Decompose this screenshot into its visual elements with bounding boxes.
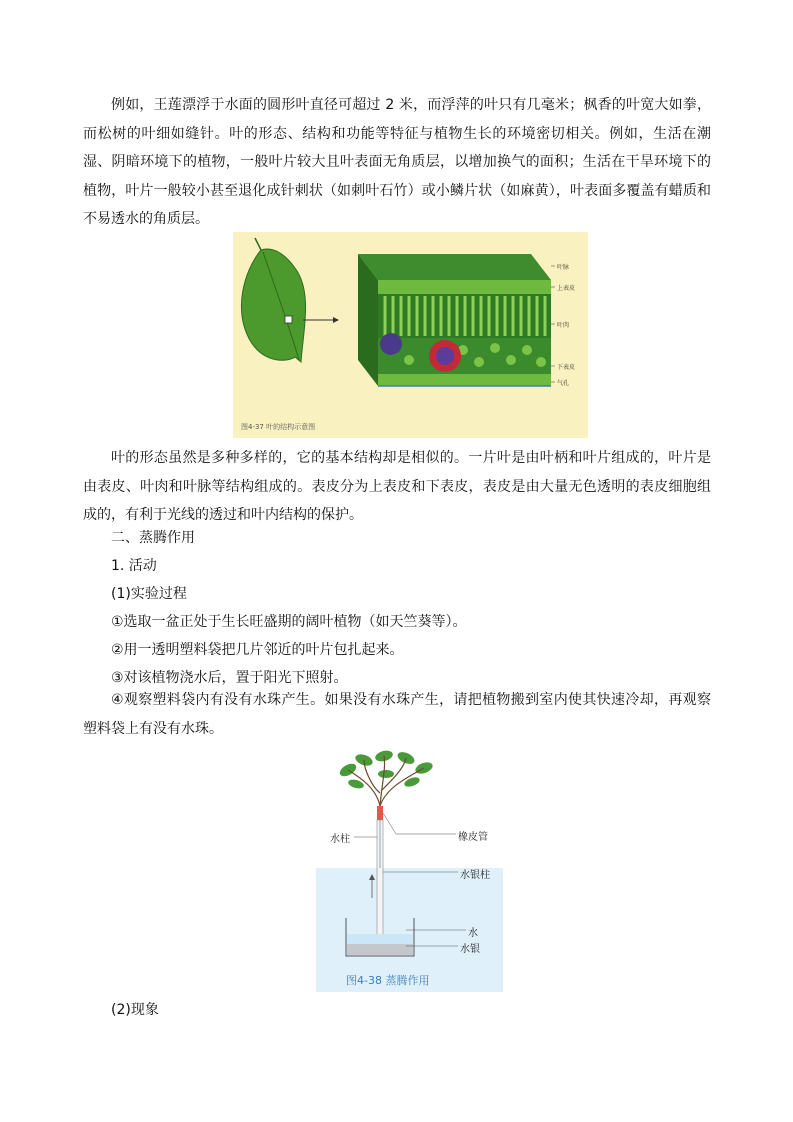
label-water: 水 [468, 928, 478, 939]
step-4: ④观察塑料袋内有没有水珠产生。如果没有水珠产生，请把植物搬到室内使其快速冷却，再观察塑料袋上有没有水珠。 [83, 692, 711, 737]
label-water-column: 水柱 [330, 834, 350, 845]
step-3: ③对该植物浇水后，置于阳光下照射。 [111, 670, 348, 686]
leaf-structure-illustration [233, 232, 588, 438]
process-heading: (1)实验过程 [111, 586, 187, 602]
label-mercury: 水银 [460, 944, 480, 955]
label-stoma: 气孔 [557, 380, 570, 387]
step-1: ①选取一盆正处于生长旺盛期的阔叶植物（如天竺葵等）。 [111, 614, 467, 630]
section-heading: 二、蒸腾作用 [111, 530, 195, 546]
label-lower-epidermis: 下表皮 [557, 364, 576, 371]
step-2: ②用一透明塑料袋把几片邻近的叶片包扎起来。 [111, 642, 404, 658]
activity-heading: 1. 活动 [111, 558, 157, 574]
figure-caption: 图4-37 叶的结构示意图 [241, 423, 316, 431]
leaf-sample-marker [285, 316, 292, 323]
paragraph-leaf-diversity: 例如，王莲漂浮于水面的圆形叶直径可超过 2 米，而浮萍的叶只有几毫米；枫香的叶宽大如拳，而松树的叶细如缝针。叶的形态、结构和功能等特征与植物生长的环境密切相关。例如，生活在潮湿、阴暗环境下的植物，一般叶片较大且叶表面无角质层，以增加换气的面积；生活在干旱环境下的植物，叶片一般较小甚至退化成针刺状（如刺叶石竹）或小鳞片状（如麻黄），叶表面多覆盖有蜡质和不易透水的角质层。 [83, 97, 711, 227]
block-top [358, 254, 551, 280]
label-upper-epidermis: 上表皮 [557, 285, 576, 292]
figure-caption: 图4-38 蒸腾作用 [346, 974, 430, 987]
figure-transpiration [316, 748, 503, 992]
label-rubber-tube: 橡皮管 [458, 832, 488, 843]
label-mesophyll: 叶肉 [557, 322, 570, 329]
label-mercury-column: 水银柱 [460, 870, 490, 881]
label-vein: 叶脉 [557, 264, 570, 271]
spongy-layer [378, 338, 551, 374]
paragraph-leaf-structure: 叶的形态虽然是多种多样的，它的基本结构却是相似的。一片叶是由叶柄和叶片组成的，叶片是由表皮、叶肉和叶脉等结构组成的。表皮分为上表皮和下表皮，表皮是由大量无色透明的表皮细胞组成的，有利于光线的透过和叶内结构的保护。 [83, 450, 711, 523]
figure-leaf-structure [233, 232, 588, 438]
lower-epidermis [378, 374, 551, 386]
leaf-shape [242, 249, 306, 362]
observation-heading: (2)现象 [111, 1002, 159, 1018]
rubber-tube [377, 806, 383, 820]
